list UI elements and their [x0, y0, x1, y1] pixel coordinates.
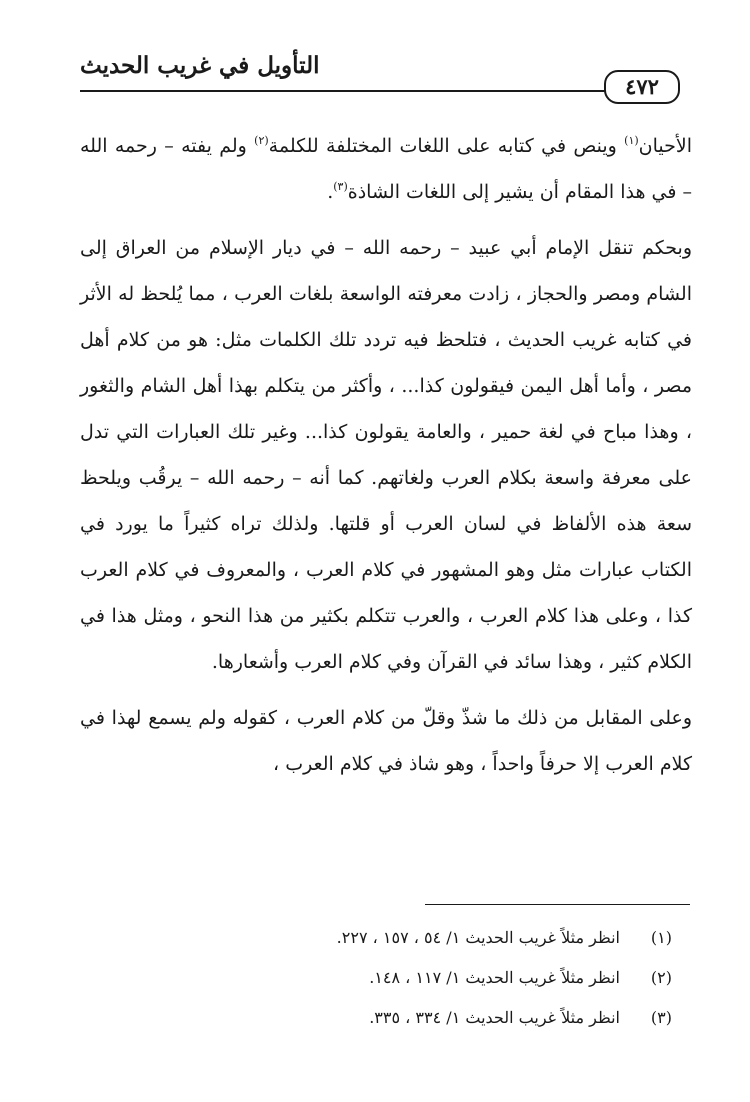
footnote-marker: (٢) [254, 134, 269, 147]
paragraph-text: . [327, 181, 334, 203]
page-number: ٤٧٢ [604, 70, 680, 104]
body-text [80, 123, 692, 787]
footnote-text: انظر مثلاً غريب الحديث ١/ ٥٤ ، ١٥٧ ، ٢٢٧. [336, 928, 620, 947]
paragraph-text: الأحيان [638, 135, 693, 157]
footnote-text: انظر مثلاً غريب الحديث ١/ ١١٧ ، ١٤٨. [369, 968, 620, 987]
running-header [80, 52, 680, 102]
paragraph [80, 123, 692, 215]
footnote-marker: (١) [624, 134, 639, 147]
paragraph-text: وعلى المقابل من ذلك ما شذّ وقلّ من كلام العرب ، كقوله ولم يسمع لهذا في كلام العرب إلا حرفاً واحداً ، وهو شاذ في كلام العرب ، [80, 707, 692, 775]
footnote-number: (٣) [650, 1008, 672, 1027]
footnote-text: انظر مثلاً غريب الحديث ١/ ٣٣٤ ، ٣٣٥. [369, 1008, 620, 1027]
footnotes [80, 925, 672, 1045]
book-title: التأويل في غريب الحديث [80, 52, 320, 79]
footnote-number: (١) [650, 928, 672, 947]
paragraph-text: ولم يفته – رحمه الله – في هذا المقام أن يشير إلى اللغات الشاذة [80, 135, 692, 203]
footnote [80, 965, 672, 1005]
footnote-separator [425, 904, 690, 905]
paragraph-text: وينص في كتابه على اللغات المختلفة للكلمة [268, 135, 625, 157]
footnote-marker: (٣) [333, 180, 348, 193]
header-rule [80, 90, 606, 92]
footnote [80, 925, 672, 965]
paragraph [80, 695, 692, 787]
paragraph [80, 225, 692, 685]
footnote-number: (٢) [650, 968, 672, 987]
footnote [80, 1005, 672, 1045]
paragraph-text: وبحكم تنقل الإمام أبي عبيد – رحمه الله – في ديار الإسلام من العراق إلى الشام ومصر والحجاز ، زادت معرفته الواسعة بلغات العرب ، مما يُلحظ له الأثر في كتابه غريب الحديث ، فتلحظ فيه تردد تلك الكلمات مثل: هو من كلام أهل مصر ، وأما أهل اليمن فيقولون كذا... ، وأكثر من يتكلم بهذا أهل الشام والثغور ، وهذا مباح في لغة حمير ، والعامة يقولون كذا... وغير تلك العبارات التي تدل على معرفة واسعة بكلام العرب ولغاتهم. كما أنه – رحمه الله – يرقُب ويلحظ سعة هذه الألفاظ في لسان العرب أو قلتها. ولذلك تراه كثيراً ما يورد في الكتاب عبارات مثل وهو المشهور في كلام العرب ، والمعروف في كلام العرب كذا ، وعلى هذا كلام العرب ، والعرب تتكلم بكثير من هذا النحو ، ومثل هذا في الكلام كثير ، وهذا سائد في القرآن وفي كلام العرب وأشعارها. [80, 237, 692, 673]
